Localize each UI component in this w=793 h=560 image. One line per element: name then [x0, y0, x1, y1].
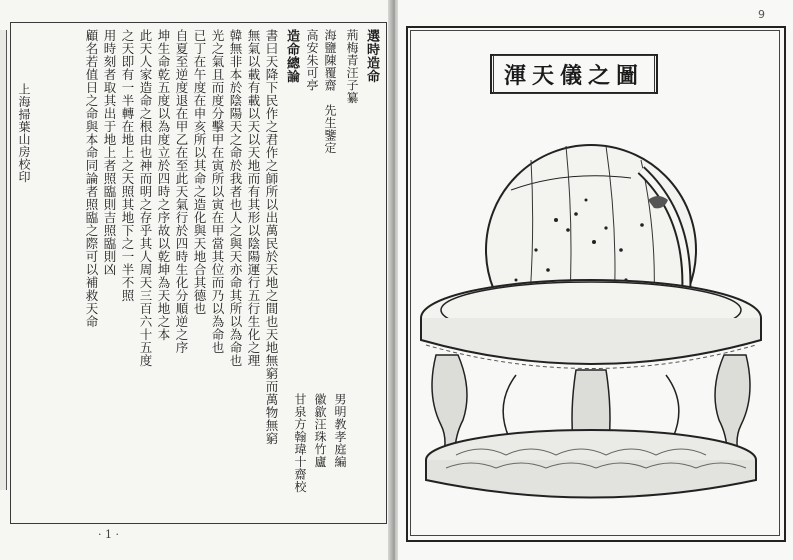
collator-credit-2: 甘泉方翰瑋十齋校 — [293, 393, 307, 493]
text-column: 自夏至逆度退在甲乙在至此天氣行於四時生化分順逆之序 — [174, 29, 189, 354]
armillary-sphere-illustration — [416, 130, 766, 520]
section-heading: 造命總論 — [284, 29, 299, 83]
spine-edge — [0, 30, 7, 490]
diagram-title-box — [490, 54, 658, 94]
text-block — [10, 22, 387, 524]
collator-credit: 徽歙汪珠竹廬 — [313, 393, 327, 468]
text-column: 顧名若值日之命與本命同論者照臨之際可以補救天命 — [84, 29, 99, 328]
author-credit: 男明教孝庭編 — [333, 393, 347, 468]
compiler-line: 荊梅青汪子纂 — [345, 29, 359, 104]
horizon-ring — [421, 280, 761, 369]
text-column: 無氣以載有載以天以天地而有其形以陰陽運行五行生化之理 — [246, 29, 261, 367]
right-page — [398, 0, 793, 560]
text-column: 坤生命乾五度以為度立於四時之序故以乾坤為天地之本 — [156, 29, 171, 341]
text-column: 光之氣且而度分擊甲在寅所以寅在甲當其位而乃以為命也 — [210, 29, 225, 354]
stand-base — [426, 430, 756, 498]
text-column: 已丁在午度在申亥所以其命之造化與天地合其德也 — [192, 29, 207, 315]
left-page — [0, 0, 392, 560]
text-column: 用時刻者取其出于地上者照臨則吉照臨則凶 — [102, 29, 117, 276]
publisher-imprint: 上海掃葉山房校印 — [17, 83, 31, 183]
book-title: 選時造命 — [364, 29, 379, 83]
text-column: 此天人家造命之根由也神而明之存乎其人周天三百六十五度 — [138, 29, 153, 367]
text-column: 書曰天降下民作之君作之師所以出萬民於天地之間也天地無窮而萬物無窮 — [264, 29, 279, 445]
page-number: · 1 · — [98, 528, 119, 541]
diagram-title: 圖之儀天渾 — [493, 55, 655, 94]
page-id: 9 — [758, 8, 765, 21]
editor-line-2: 高安朱可亭 — [305, 29, 319, 92]
editor-line: 海鹽陳覆齋 先生鑒定 — [323, 29, 337, 154]
text-column: 韓無非本於陰陽天之命於我者也人之與天亦命其所以為命也 — [228, 29, 243, 367]
text-column: 之天即有一半轉在地上之天照其地下之一半不照 — [120, 29, 135, 302]
